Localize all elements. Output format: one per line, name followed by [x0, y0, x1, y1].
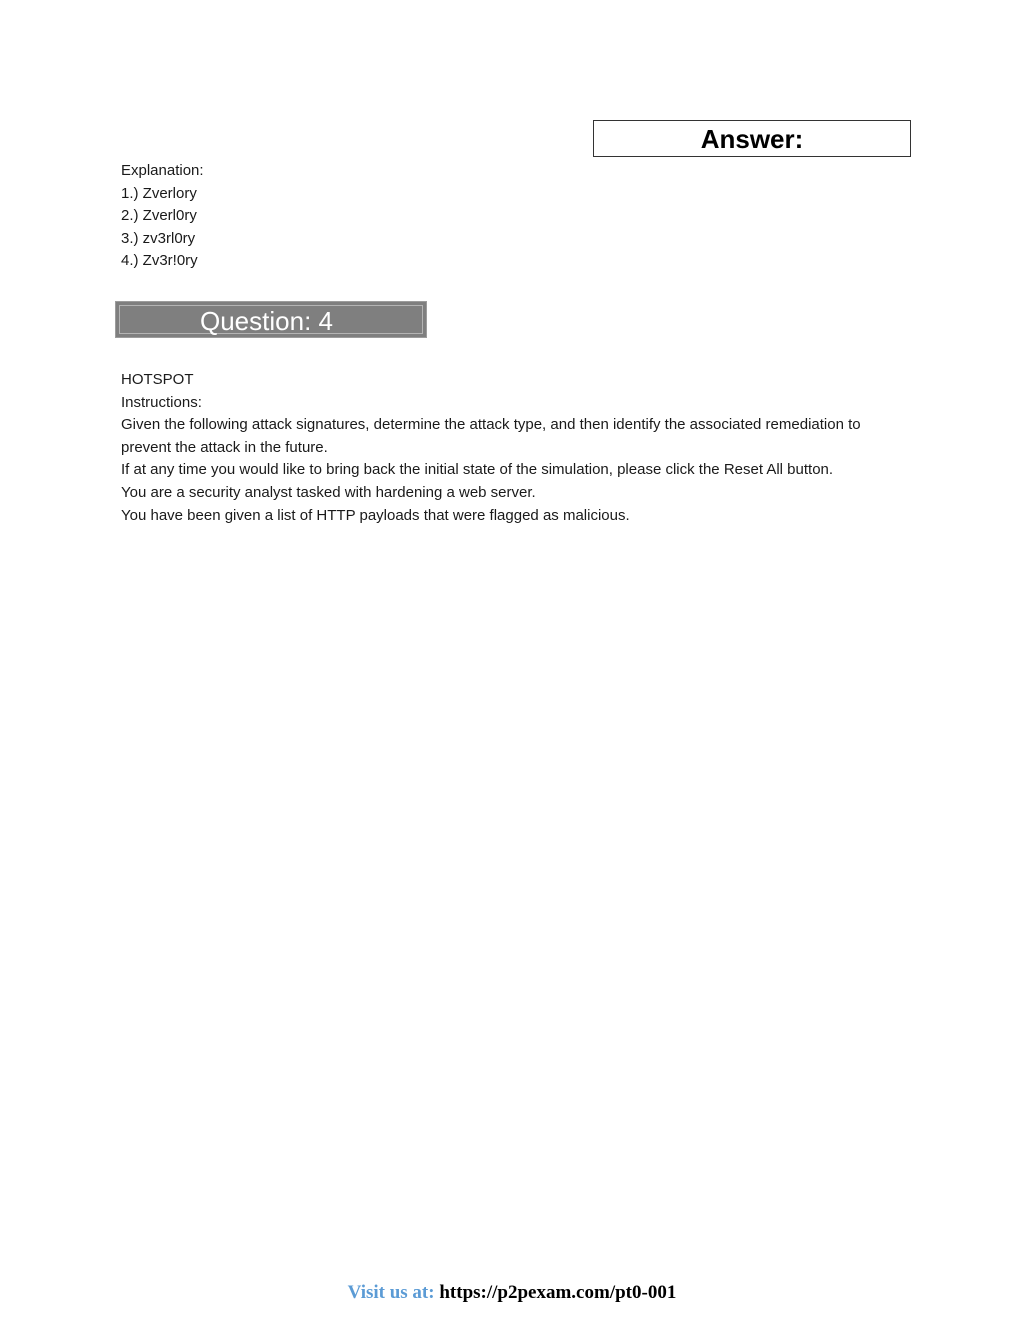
explanation-heading: Explanation:	[121, 162, 204, 179]
explanation-item: 3.) zv3rl0ry	[121, 229, 196, 247]
explanation-section	[121, 160, 204, 273]
answer-title: Answer:	[700, 123, 804, 154]
explanation-item: 4.) Zv3r!0ry	[121, 252, 198, 270]
question-body	[121, 369, 901, 527]
footer-url-link[interactable]: https://p2pexam.com/pt0-001	[439, 1282, 677, 1303]
explanation-item: 2.) Zverl0ry	[121, 207, 197, 225]
footer	[0, 1280, 1024, 1306]
question-type: HOTSPOT	[121, 371, 194, 388]
question-banner	[115, 301, 427, 338]
instruction-paragraph: If at any time you would like to bring back the initial state of the simulation, please click the Reset All button.	[121, 461, 834, 479]
explanation-item: 1.) Zverlory	[121, 184, 197, 202]
footer-label: Visit us at:	[347, 1282, 435, 1303]
instruction-paragraph: Given the following attack signatures, determine the attack type, and then identify the associated remediation to prevent the attack in the future.	[121, 416, 861, 456]
instruction-paragraph: You have been given a list of HTTP payloads that were flagged as malicious.	[121, 506, 630, 524]
question-title: Question: 4	[200, 306, 333, 336]
answer-box	[593, 120, 911, 157]
instruction-paragraph: You are a security analyst tasked with hardening a web server.	[121, 483, 536, 501]
instructions-heading: Instructions:	[121, 393, 202, 411]
